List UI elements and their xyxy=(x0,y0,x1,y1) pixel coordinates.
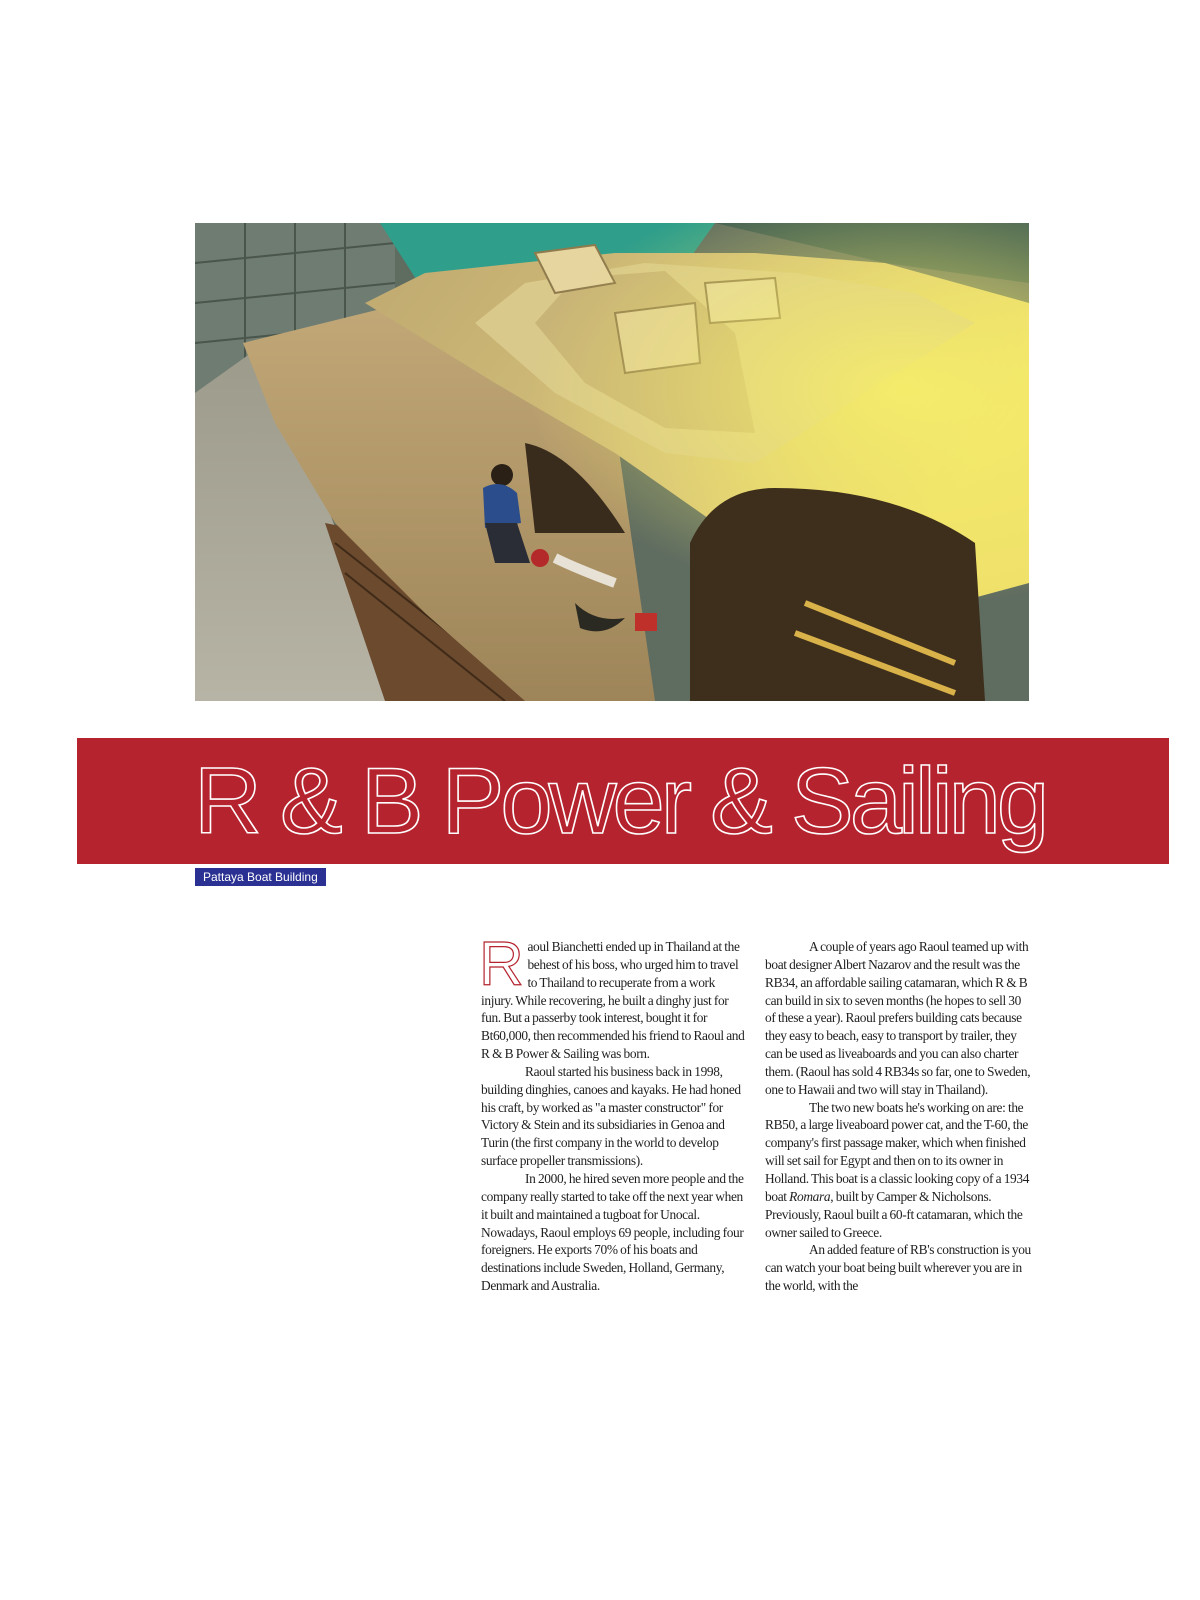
hero-photo xyxy=(195,223,1029,701)
paragraph-text: , built by Camper & Nicholsons. Previously, Raoul built a 60-ft catamaran, which the owner sailed to Greece. xyxy=(765,1188,1023,1240)
section-tag: Pattaya Boat Building xyxy=(195,868,326,886)
page-title: R & B Power & Sailing xyxy=(194,748,1046,853)
article-paragraph: An added feature of RB's construction is you can watch your boat being built wherever you are in the world, with the xyxy=(765,1242,1031,1294)
paragraph-text: aoul Bianchetti ended up in Thailand at the behest of his boss, who urged him to travel to Thailand to recuperate from a work injury. While recovering, he built a dinghy just for fun. But a passerby took interest, bought it for Bt60,000, then recommended his friend to Raoul and R & B Power & Sailing was born. xyxy=(481,939,745,1062)
boat-workshop-image xyxy=(195,223,1029,701)
article-paragraph xyxy=(765,1099,1031,1242)
article-paragraph xyxy=(479,930,747,1063)
title-band xyxy=(77,738,1169,864)
dropcap: R xyxy=(479,930,524,999)
article-paragraph: A couple of years ago Raoul teamed up with boat designer Albert Nazarov and the result was the RB34, an affordable sailing catamaran, which R & B can build in six to seven months (he hopes to sell 30 of these a year). Raoul prefers building cats because they easy to beach, easy to transport by trailer, they can be used as liveaboards and you can also charter them. (Raoul has sold 4 RB34s so far, one to Sweden, one to Hawaii and two will stay in Thailand). xyxy=(765,939,1031,1097)
article-paragraph: Raoul started his business back in 1998, building dinghies, canoes and kayaks. He had honed his craft, by worked as "a master constructor" for Victory & Stein and its subsidiaries in Genoa and Turin (the first company in the world to develop surface propeller transmissions). xyxy=(481,1063,741,1169)
paragraph-text: The two new boats he's working on are: the RB50, a large liveaboard power cat, and the T-60, the company's first passage maker, which when finished will set sail for Egypt and then on to its owner in Holland. This boat is a classic looking copy of a 1934 boat xyxy=(765,1099,1030,1204)
boat-name: Romara xyxy=(789,1188,831,1204)
article-column-1 xyxy=(479,930,747,1295)
article-column-2 xyxy=(765,938,1031,1295)
article-paragraph: In 2000, he hired seven more people and the company really started to take off the next year when it built and maintained a tugboat for Unocal. Nowadays, Raoul employs 69 people, including four foreigners. He exports 70% of his boats and destinations include Sweden, Holland, Germany, Denmark and Australia. xyxy=(481,1170,744,1294)
